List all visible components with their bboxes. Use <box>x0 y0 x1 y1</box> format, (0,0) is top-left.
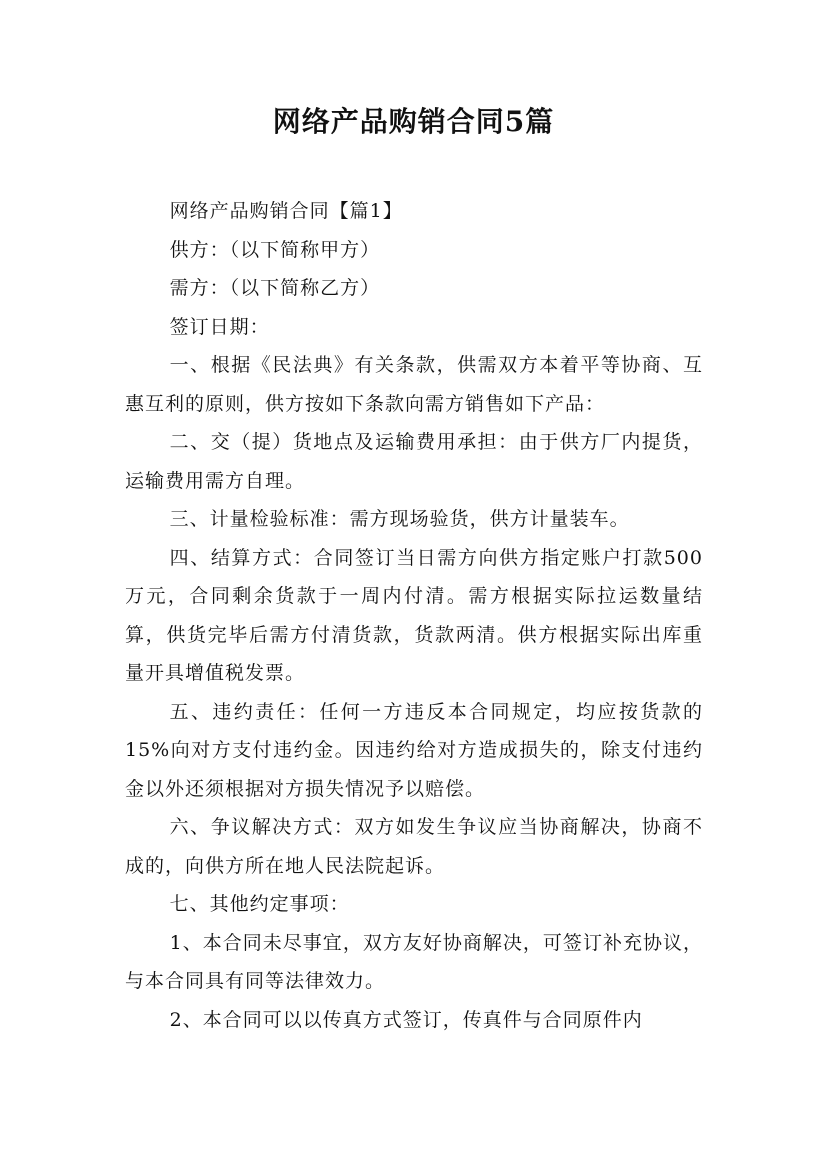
clause-1: 一、根据《民法典》有关条款，供需双方本着平等协商、互惠互利的原则，供方按如下条款向需方销售如下产品： <box>125 354 703 415</box>
section-heading: 网络产品购销合同【篇1】 <box>169 200 403 222</box>
clause-4: 四、结算方式：合同签订当日需方向供方指定账户打款500万元，合同剩余货款于一周内付清。需方根据实际拉运数量结算，供货完毕后需方付清货款，货款两清。供方根据实际出库重量开具增值税发票。 <box>125 546 703 684</box>
clause-2: 二、交（提）货地点及运输费用承担：由于供方厂内提货，运输费用需方自理。 <box>125 431 703 492</box>
clause-5: 五、违约责任：任何一方违反本合同规定，均应按货款的15%向对方支付违约金。因违约给对方造成损失的，除支付违约金以外还须根据对方损失情况予以赔偿。 <box>125 700 703 800</box>
buyer-line: 需方：（以下简称乙方） <box>169 277 381 299</box>
document-body <box>125 192 703 1039</box>
clause-3: 三、计量检验标准：需方现场验货，供方计量装车。 <box>169 508 630 530</box>
clause-6: 六、争议解决方式：双方如发生争议应当协商解决，协商不成的，向供方所在地人民法院起诉。 <box>125 816 703 877</box>
supplier-line: 供方：（以下简称甲方） <box>169 238 381 261</box>
clause-7-item-1: 1、本合同未尽事宜，双方友好协商解决，可签订补充协议，与本合同具有同等法律效力。 <box>125 931 703 992</box>
sign-date-line: 签订日期： <box>169 315 270 338</box>
clause-7: 七、其他约定事项： <box>169 893 350 915</box>
clause-7-item-2: 2、本合同可以以传真方式签订，传真件与合同原件内 <box>169 1008 643 1031</box>
document-title: 网络产品购销合同5篇 <box>272 105 555 138</box>
